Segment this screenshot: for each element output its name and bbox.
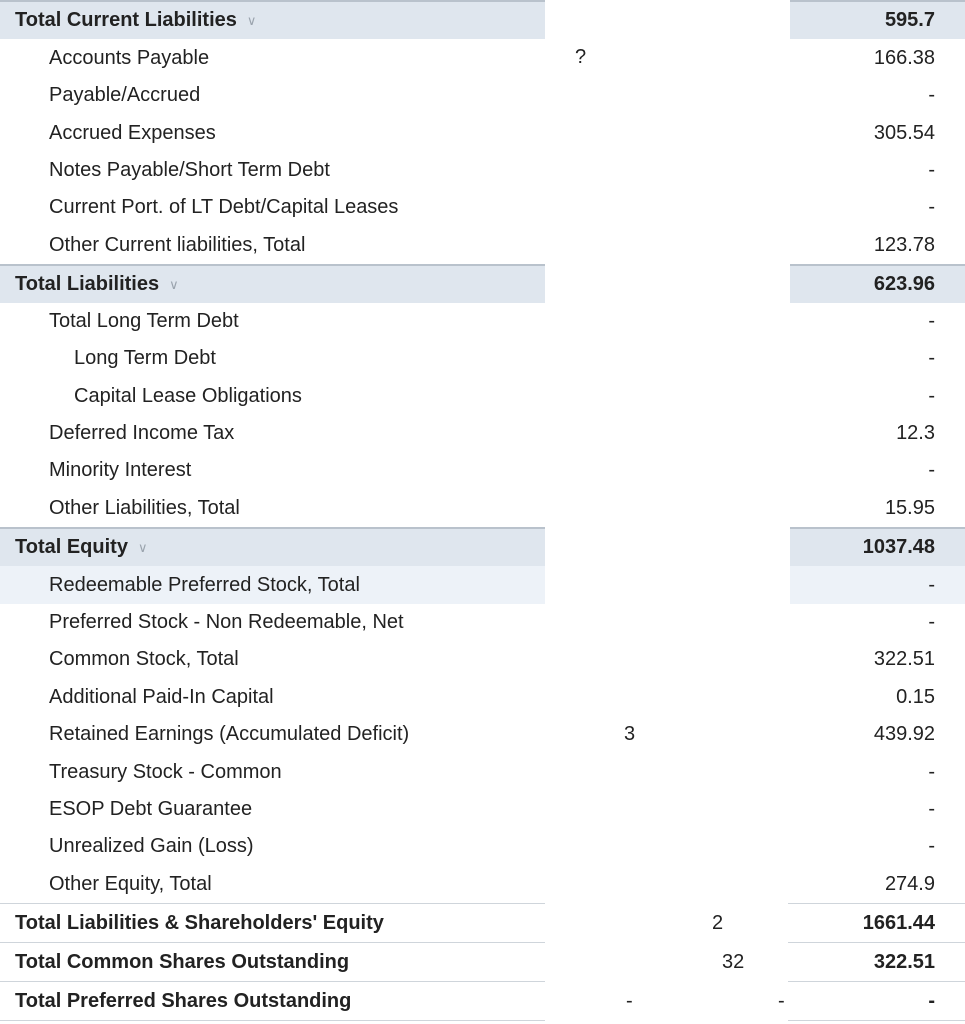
row-label: Accounts Payable	[49, 46, 210, 69]
chevron-down-icon[interactable]: ∨	[137, 539, 148, 555]
redaction-mask	[572, 0, 790, 303]
row-value: 322.51	[873, 648, 935, 670]
table-row	[0, 226, 965, 264]
row-label: Other Current liabilities, Total	[49, 233, 306, 256]
chevron-down-icon[interactable]: ∨	[169, 276, 179, 292]
row-label: Additional Paid-In Capital	[49, 685, 274, 708]
partial-cell-fragment: 3	[624, 723, 636, 745]
row-label: Capital Lease Obligations	[74, 384, 302, 407]
row-value: -	[928, 384, 935, 407]
row-label: Total Liabilities & Shareholders' Equity	[15, 911, 384, 934]
table-row	[0, 641, 965, 678]
row-label: Accrued Expenses	[49, 121, 216, 144]
row-label: Total Common Shares Outstanding	[15, 950, 350, 973]
section-header-row[interactable]	[0, 264, 965, 303]
row-label: Long Term Debt	[74, 347, 216, 369]
row-label: Preferred Stock - Non Redeemable, Net	[49, 611, 404, 633]
row-label: Total Long Term Debt	[49, 310, 239, 332]
row-value: 0.15	[896, 685, 935, 708]
row-value: -	[928, 798, 935, 820]
redaction-mask	[690, 527, 790, 607]
table-row	[0, 452, 965, 489]
row-label: Retained Earnings (Accumulated Deficit)	[49, 723, 410, 745]
row-value: -	[928, 459, 935, 481]
table-row	[0, 415, 965, 452]
row-value: -	[928, 760, 935, 783]
partial-cell-fragment: -	[778, 990, 785, 1012]
row-label: Common Stock, Total	[49, 648, 239, 670]
row-value: -	[928, 989, 935, 1012]
table-row	[0, 39, 965, 77]
row-label: Minority Interest	[49, 459, 192, 481]
row-value: 123.78	[873, 233, 935, 256]
row-value: 1661.44	[862, 911, 935, 934]
partial-cell-fragment: -	[626, 990, 633, 1012]
row-label: Current Port. of LT Debt/Capital Leases	[49, 196, 399, 218]
row-label: Other Equity, Total	[49, 872, 212, 895]
row-label: Redeemable Preferred Stock, Total	[49, 573, 360, 596]
row-value: 322.51	[873, 950, 935, 973]
row-value: 595.7	[884, 9, 935, 31]
table-row	[0, 791, 965, 828]
row-value: 1037.48	[862, 536, 935, 558]
table-row	[0, 340, 965, 377]
row-value: -	[928, 835, 935, 857]
row-value: 12.3	[896, 422, 935, 444]
row-label: Unrealized Gain (Loss)	[49, 835, 254, 857]
table-row	[0, 489, 965, 527]
chevron-down-icon[interactable]: ∨	[246, 12, 257, 28]
partial-cell-fragment: 2	[712, 912, 724, 934]
row-value: -	[928, 310, 935, 332]
partial-cell-fragment: 32	[722, 951, 745, 973]
partial-cell-fragment: ?	[575, 46, 587, 68]
row-label: Payable/Accrued	[49, 84, 201, 106]
row-label: Other Liabilities, Total	[49, 496, 240, 519]
row-value: -	[928, 573, 935, 596]
row-value: 15.95	[884, 496, 935, 519]
row-label: ESOP Debt Guarantee	[49, 798, 253, 820]
table-row	[0, 865, 965, 903]
row-value: -	[928, 611, 935, 633]
table-row	[0, 114, 965, 152]
row-label: Notes Payable/Short Term Debt	[49, 159, 330, 181]
table-row	[0, 189, 965, 226]
row-value: 166.38	[873, 46, 935, 69]
total-row	[0, 942, 965, 981]
table-row	[0, 753, 965, 791]
table-row	[0, 303, 965, 340]
row-value: 623.96	[873, 273, 935, 295]
row-label: Total Liabilities ∨	[15, 273, 179, 295]
table-row	[0, 678, 965, 716]
row-value: -	[928, 196, 935, 218]
row-label: Total Equity ∨	[15, 536, 148, 558]
table-row	[0, 77, 965, 114]
row-value: -	[928, 84, 935, 106]
row-label: Treasury Stock - Common	[49, 760, 282, 783]
table-row	[0, 828, 965, 865]
section-header-row[interactable]	[0, 0, 965, 39]
table-row	[0, 604, 965, 641]
table-row	[0, 377, 965, 415]
row-value: -	[928, 159, 935, 181]
total-row	[0, 981, 965, 1021]
table-row	[0, 716, 965, 753]
row-value: 305.54	[873, 121, 935, 144]
section-header-row[interactable]	[0, 527, 965, 566]
table-row	[0, 152, 965, 189]
table-row	[0, 566, 965, 604]
total-row	[0, 903, 965, 942]
row-label: Deferred Income Tax	[49, 422, 235, 444]
row-value: 439.92	[873, 723, 935, 745]
row-label: Total Preferred Shares Outstanding	[15, 989, 352, 1012]
row-value: -	[928, 347, 935, 369]
row-label: Total Current Liabilities ∨	[15, 9, 257, 31]
row-value: 274.9	[884, 872, 935, 895]
